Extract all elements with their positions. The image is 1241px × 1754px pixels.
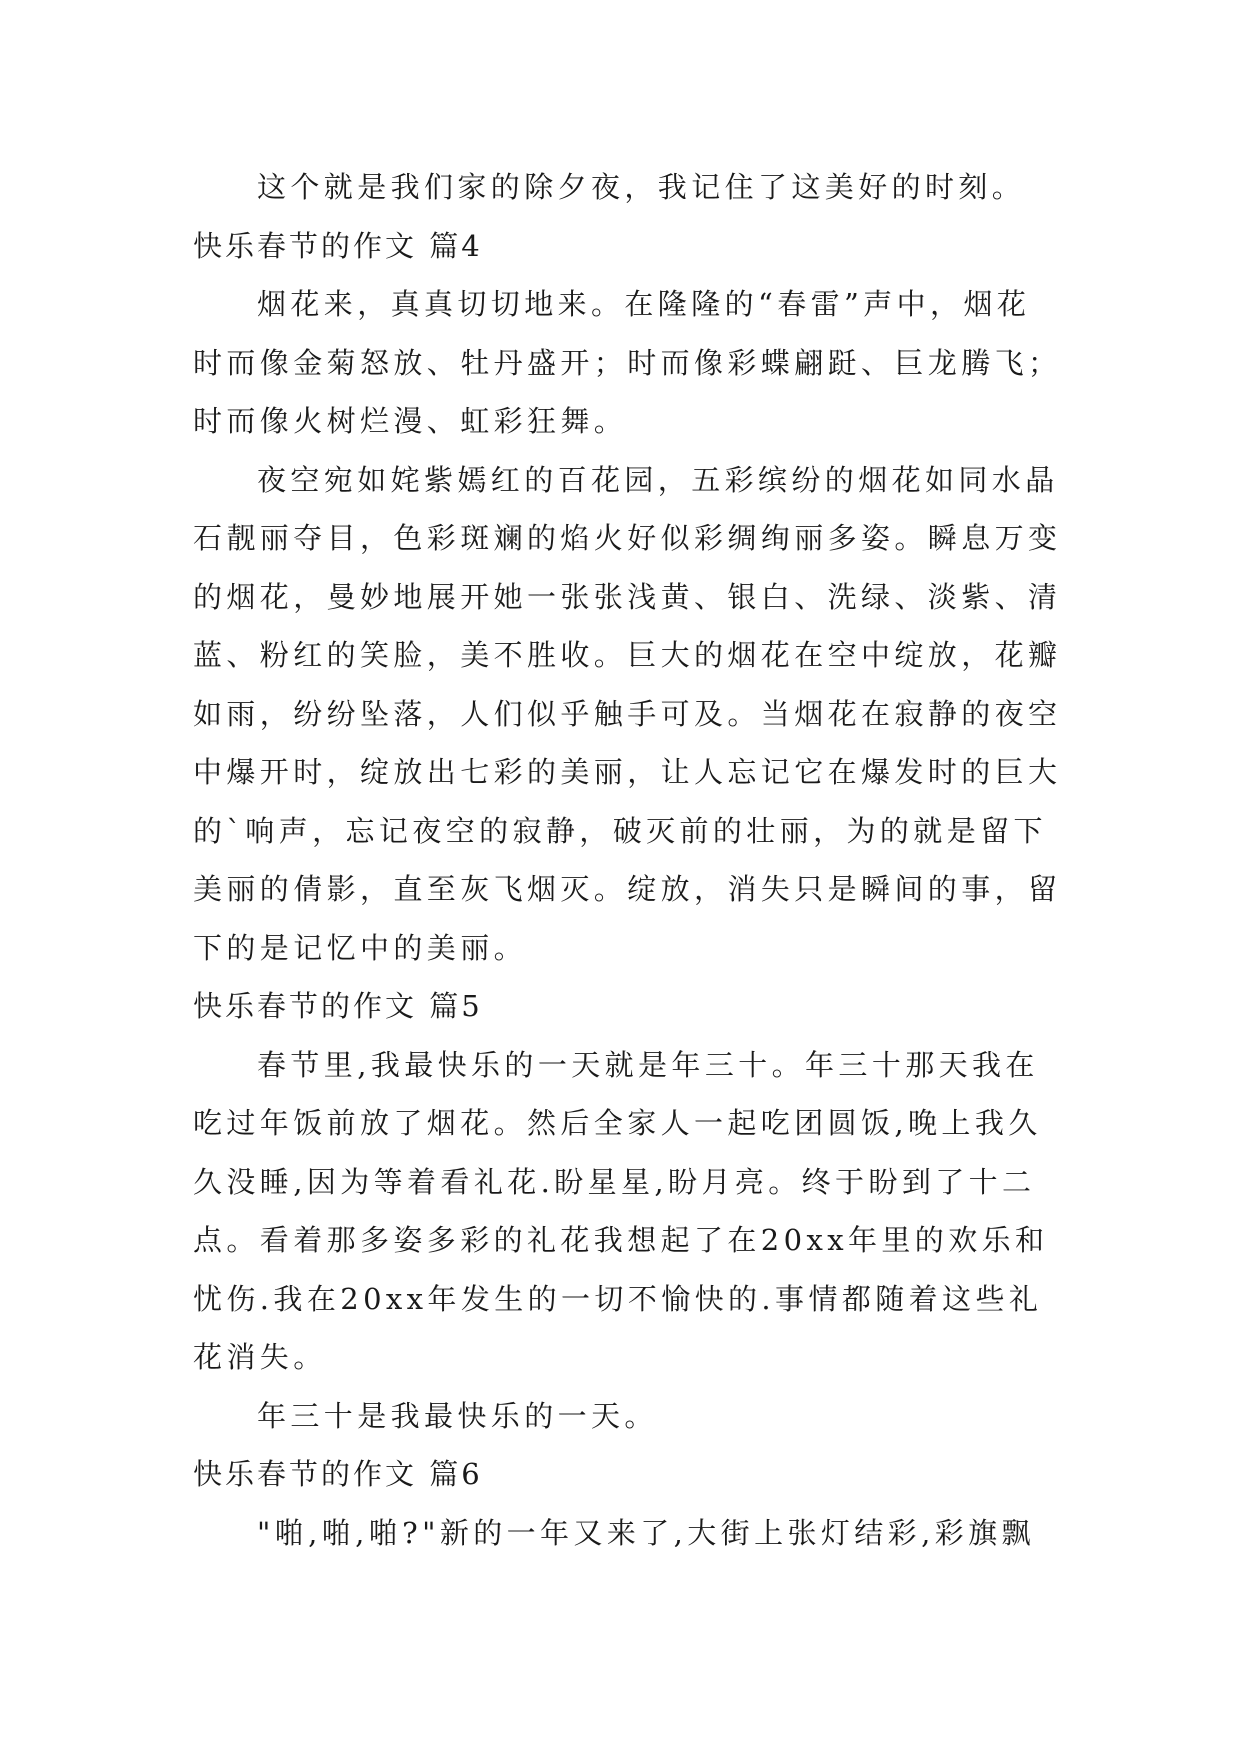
paragraph [193, 275, 1062, 451]
text-line: 点。看着那多姿多彩的礼花我想起了在20xx年里的欢乐和 [193, 1223, 1049, 1257]
text-line: 久没睡,因为等着看礼花.盼星星,盼月亮。终于盼到了十二 [193, 1164, 1036, 1199]
text-line: 中爆开时，绽放出七彩的美丽，让人忘记它在爆发时的巨大 [193, 755, 1062, 789]
text-line: "啪,啪,啪?"新的一年又来了,大街上张灯结彩,彩旗飘 [257, 1515, 1035, 1550]
text-line: 吃过年饭前放了烟花。然后全家人一起吃团圆饭,晚上我久 [193, 1106, 1042, 1140]
paragraph [193, 1036, 1053, 1387]
text-line: 的`响声，忘记夜空的寂静，破灭前的壮丽，为的就是留下 [193, 813, 1047, 848]
text-line: 年三十是我最快乐的一天。 [257, 1398, 658, 1433]
paragraph [193, 451, 1062, 978]
document-body [193, 158, 1062, 1562]
text-line: 石靓丽夺目，色彩斑斓的焰火好似彩绸绚丽多姿。瞬息万变 [193, 521, 1062, 555]
paragraph [193, 158, 1053, 217]
text-line: 春节里,我最快乐的一天就是年三十。年三十那天我在 [257, 1047, 1039, 1082]
text-line: 的烟花，曼妙地展开她一张张浅黄、银白、洗绿、淡紫、清 [193, 579, 1062, 614]
text-line: 忧伤.我在20xx年发生的一切不愉快的.事情都随着这些礼 [193, 1281, 1043, 1316]
text-line: 这个就是我们家的除夕夜，我记住了这美好的时刻。 [257, 170, 1026, 204]
text-line: 如雨，纷纷坠落，人们似乎触手可及。当烟花在寂静的夜空 [193, 696, 1062, 731]
text-line: 花消失。 [193, 1340, 327, 1374]
text-line: 下的是记忆中的美丽。 [193, 930, 528, 965]
text-line: 蓝、粉红的笑脸，美不胜收。巨大的烟花在空中绽放，花瓣 [193, 638, 1062, 672]
section-heading: 快乐春节的作文 篇4 [193, 228, 483, 263]
section-heading: 快乐春节的作文 篇6 [193, 1457, 483, 1491]
text-line: 夜空宛如姹紫嫣红的百花园，五彩缤纷的烟花如同水晶 [257, 462, 1059, 497]
text-line: 时而像金菊怒放、牡丹盛开；时而像彩蝶翩跹、巨龙腾飞； [193, 345, 1062, 380]
section-heading: 快乐春节的作文 篇5 [193, 989, 483, 1023]
paragraph [193, 1387, 1053, 1446]
text-line: 时而像火树烂漫、虹彩狂舞。 [193, 404, 628, 438]
paragraph [193, 1504, 1053, 1563]
text-line: 美丽的倩影，直至灰飞烟灭。绽放，消失只是瞬间的事，留 [193, 872, 1062, 906]
text-line: 烟花来，真真切切地来。在隆隆的“春雷”声中，烟花 [257, 287, 1031, 321]
